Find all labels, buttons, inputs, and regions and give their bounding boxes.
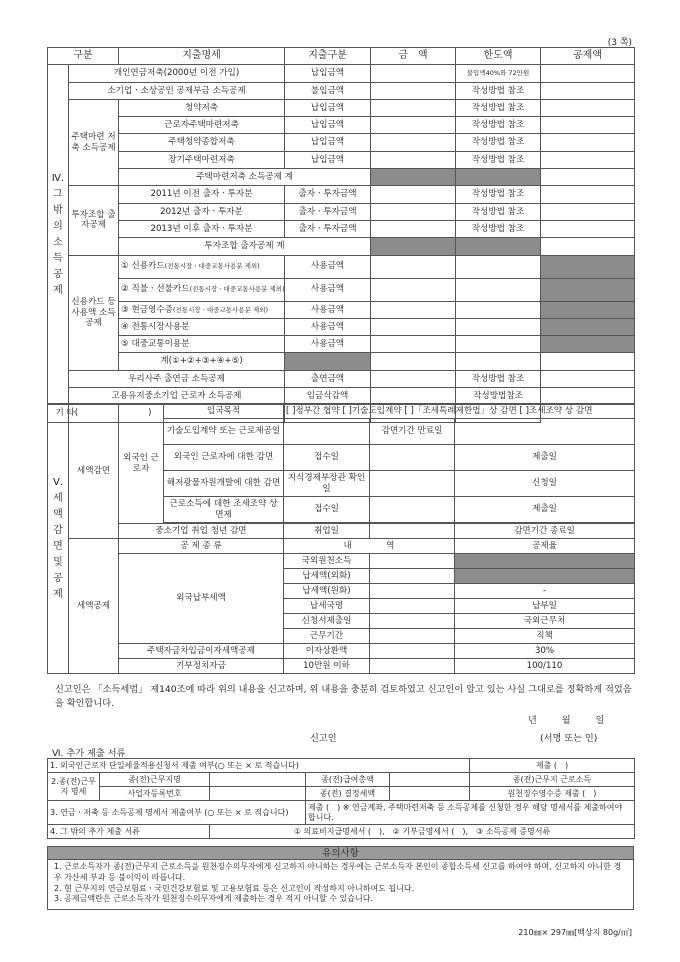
smallbiz-deduction-cell[interactable] — [541, 82, 635, 99]
pension-deduction-cell[interactable] — [541, 65, 635, 82]
overseas-confirm-cell[interactable] — [370, 471, 455, 497]
ft-row-label: 신청서제출일 — [284, 614, 370, 629]
prev-tax-cell[interactable] — [390, 787, 470, 801]
housing-group-label: 주택마련 저축 소득공제 — [69, 99, 119, 185]
shaded-cell — [285, 353, 371, 370]
card-item-label: ① 신용카드(전통시장ㆍ대중교통사용분 제외) — [119, 255, 285, 278]
housing-deduction-cell[interactable] — [541, 99, 635, 116]
submit-date-label: 제출일 — [455, 497, 635, 523]
prev-receipt-submit[interactable]: 원천징수영수증 제출 ( ) — [470, 787, 635, 801]
ft-value-cell[interactable] — [370, 599, 455, 614]
prev-salary-cell[interactable] — [390, 773, 470, 787]
smallbiz-limit: 작성방법 참조 — [456, 82, 541, 99]
invest-deduction-cell[interactable] — [541, 186, 635, 203]
reduction-label: 세액감면 — [69, 404, 119, 539]
shaded-cell — [455, 554, 635, 569]
card-item-label: ⑤ 대중교통이용분 — [119, 336, 285, 353]
prev-tax-label: 종(전) 결정세액 — [306, 787, 390, 801]
tech-expiry-cell[interactable] — [455, 419, 635, 445]
ft-row-label: 근무기간 — [284, 629, 370, 644]
other-deductions-table — [47, 47, 635, 423]
overseas-label: 해저광물자원개발에 대한 감면 — [164, 471, 284, 497]
politics-label: 기부정치자금 — [119, 659, 284, 674]
invest-amount-cell[interactable] — [371, 220, 456, 237]
entry-purpose-options[interactable]: [ ]정부간 협약 [ ]기술도입계약 [ ]「조세특례제한법」상 감면 [ ]조세조약 상 감면 — [284, 404, 635, 419]
shaded-cell — [541, 336, 635, 353]
tech-contract-date-cell[interactable] — [284, 419, 370, 445]
housing-deduction-cell[interactable] — [541, 134, 635, 151]
note-item: 2. 현 근무지의 연금보험료ㆍ국민건강보험료 및 고용보험료 등은 신고인이 작성하지 아니하여도 됩니다. — [54, 883, 415, 893]
signature-note: (서명 또는 인) — [540, 733, 598, 744]
card-item-label: ③ 현금영수증(전통시장ㆍ대중교통사용분 제외) — [119, 301, 285, 318]
esop-amount-cell[interactable] — [371, 370, 456, 387]
overseas-confirm-label: 지식경제부장관 확인일 — [284, 471, 370, 497]
credit-type-header: 공 제 종 류 — [119, 539, 284, 554]
ft-row-label: 국외원천소득 — [284, 554, 370, 569]
housing-amount-cell[interactable] — [371, 99, 456, 116]
header-type: 지출구분 — [285, 48, 371, 65]
ft-row-label: 납세액(외화) — [284, 569, 370, 584]
card-amount-cell[interactable] — [371, 318, 456, 335]
housing-item-limit: 작성방법 참조 — [456, 99, 541, 116]
header-limit: 한도액 — [456, 48, 541, 65]
header-category: 구분 — [48, 48, 119, 65]
employ-type: 임금삭감액 — [285, 388, 371, 405]
biz-reg-label: 사업자등록번호 — [100, 787, 210, 801]
ft-right-label: - — [455, 584, 635, 599]
shaded-cell — [541, 318, 635, 335]
ft-value-cell[interactable] — [370, 584, 455, 599]
housing-deduction-cell[interactable] — [541, 151, 635, 168]
card-amount-cell[interactable] — [371, 255, 456, 278]
politics-type: 10만원 이하 — [284, 659, 370, 674]
ft-value-cell[interactable] — [370, 614, 455, 629]
card-amount-cell[interactable] — [371, 301, 456, 318]
shaded-cell — [541, 278, 635, 301]
loan-value-cell[interactable] — [370, 644, 455, 659]
housing-total-label: 주택마련저축 소득공제 계 — [119, 169, 371, 186]
content-header: 내 역 — [284, 539, 455, 554]
esop-type: 출연금액 — [285, 370, 371, 387]
housing-item-type: 납입금액 — [285, 151, 371, 168]
section-iv-label: Ⅳ. 그 밖 의 소 득 공 제 — [48, 65, 69, 405]
ft-value-cell[interactable] — [370, 554, 455, 569]
notes-box — [47, 860, 634, 910]
housing-total-deduction-cell[interactable] — [541, 169, 635, 186]
card-item-label: ② 직불ㆍ선불카드(전통시장ㆍ대중교통사용분 제외) — [119, 278, 285, 301]
prev-workplace-cell[interactable] — [210, 773, 306, 787]
invest-item-limit: 작성방법 참조 — [456, 186, 541, 203]
housing-item-label: 청약저축 — [119, 99, 285, 116]
invest-amount-cell[interactable] — [371, 203, 456, 220]
invest-total-deduction-cell[interactable] — [541, 238, 635, 255]
invest-deduction-cell[interactable] — [541, 203, 635, 220]
shaded-cell — [541, 301, 635, 318]
ft-row-label: 납세국명 — [284, 599, 370, 614]
vi-row3-label: 3. 연금ㆍ저축 등 소득공제 명세서 제출여부 (○ 또는 × 로 적습니다) — [48, 801, 306, 825]
apply-date-label: 신청일 — [455, 471, 635, 497]
employ-label: 고용유지중소기업 근로자 소득공제 — [69, 388, 285, 405]
loan-label: 주택자금차입금이자세액공제 — [119, 644, 284, 659]
card-item-type: 사용금액 — [285, 278, 371, 301]
receipt-date-cell[interactable] — [370, 445, 455, 471]
entry-purpose-label: 입국목적 — [164, 404, 284, 419]
youth-label: 중소기업 취업 청년 감면 — [119, 524, 284, 539]
ft-value-cell[interactable] — [370, 629, 455, 644]
date-line: 년 월 일 — [528, 715, 607, 726]
card-item-type: 사용금액 — [285, 336, 371, 353]
vi-row4-items[interactable]: ① 의료비지급명세서 ( ), ② 기부금명세서 ( ), ③ 소득공제 증명서류 — [210, 825, 635, 839]
credit-label: 세액공제 — [69, 539, 119, 674]
tech-expiry-label: 감면기간 만료일 — [370, 419, 455, 445]
invest-item-type: 출자ㆍ투자금액 — [285, 186, 371, 203]
receipt-date-label: 접수일 — [284, 445, 370, 471]
housing-amount-cell[interactable] — [371, 151, 456, 168]
invest-item-type: 출자ㆍ투자금액 — [285, 203, 371, 220]
additional-docs-title: Ⅵ. 추가 제출 서류 — [52, 748, 126, 759]
vi-row4-label: 4. 그 밖의 추가 제출 서류 — [48, 825, 210, 839]
header-deduction: 공제액 — [541, 48, 635, 65]
housing-item-label: 근로자주택마련저축 — [119, 117, 285, 134]
invest-group-label: 투자조합 출자공제 — [69, 186, 119, 255]
ft-value-cell[interactable] — [370, 569, 455, 584]
invest-total-amount-cell[interactable] — [371, 238, 456, 255]
page-number: (3 쪽) — [607, 38, 632, 48]
shaded-cell — [456, 238, 541, 255]
card-limit-cell[interactable] — [456, 318, 541, 335]
invest-deduction-cell[interactable] — [541, 220, 635, 237]
section-v-label: Ⅴ. 세 액 감 면 및 공 제 — [48, 404, 69, 674]
vi-row3-submit[interactable]: 제출 ( ) ※ 연금계좌, 주택마련저축 등 소득공제를 신청한 경우 해당 명세서를 제출하여야 합니다. — [306, 801, 635, 825]
shaded-cell — [456, 169, 541, 186]
housing-amount-cell[interactable] — [371, 134, 456, 151]
card-group-label: 신용카드 등 사용액 소득공제 — [69, 255, 119, 370]
header-detail: 지출명세 — [119, 48, 285, 65]
card-amount-cell[interactable] — [371, 278, 456, 301]
header-amount: 금 액 — [371, 48, 456, 65]
receipt-date-label: 접수일 — [284, 497, 370, 523]
pension-type: 납입금액 — [285, 65, 371, 82]
youth-end-label: 감면기간 종료일 — [455, 524, 635, 539]
smallbiz-label: 소기업ㆍ소상공인 공제부금 소득공제 — [69, 82, 285, 99]
note-item: 3. 공제금액란은 근로소득자가 원천징수의무자에게 제출하는 경우 적지 아니할 수 있습니다. — [54, 894, 373, 904]
housing-item-type: 납입금액 — [285, 134, 371, 151]
card-total-deduction-cell[interactable] — [541, 353, 635, 370]
card-item-type: 사용금액 — [285, 255, 371, 278]
vi-row2-label: 2.종(전)근무지 명세 — [48, 773, 100, 801]
loan-rate: 30% — [455, 644, 635, 659]
politics-rate: 100/110 — [455, 659, 635, 674]
additional-docs-table — [47, 758, 635, 839]
housing-item-label: 주택청약종합저축 — [119, 134, 285, 151]
card-item-label: ④ 전통시장사용분 — [119, 318, 285, 335]
tech-contract-label: 기술도입계약 또는 근로제공일 — [164, 419, 284, 445]
invest-amount-cell[interactable] — [371, 186, 456, 203]
vi-row1-label: 1. 외국인근로자 단일세율적용신청서 제출 여부(○ 또는 × 로 적습니다) — [48, 759, 470, 773]
housing-item-limit: 작성방법 참조 — [456, 134, 541, 151]
smallbiz-type: 불입금액 — [285, 82, 371, 99]
ft-right-label: 국외근무처 — [455, 614, 635, 629]
tax-reduction-table — [47, 403, 635, 674]
housing-item-type: 납입금액 — [285, 99, 371, 116]
prev-salary-label: 종(전)급여총액 — [306, 773, 390, 787]
housing-total-amount-cell[interactable] — [371, 169, 456, 186]
pension-amount-cell[interactable] — [371, 65, 456, 82]
notes-title: 유의사항 — [47, 846, 634, 860]
foreign-worker-label: 외국인 근로자 — [119, 404, 164, 524]
card-total-label: 계(①+②+③+④+⑤) — [119, 353, 285, 370]
shaded-cell — [541, 255, 635, 278]
loan-type: 이자상환액 — [284, 644, 370, 659]
employed-date-cell[interactable] — [370, 524, 455, 539]
invest-item-label: 2012년 출자ㆍ투자분 — [119, 203, 285, 220]
ft-right-label: 납부일 — [455, 599, 635, 614]
pension-limit: 불입액40%와 72만원 — [456, 65, 541, 82]
ft-right-label: 직책 — [455, 629, 635, 644]
invest-item-label: 2011년 이전 출자ㆍ투자분 — [119, 186, 285, 203]
card-limit-cell[interactable] — [456, 255, 541, 278]
housing-item-limit: 작성방법 참조 — [456, 117, 541, 134]
employed-date-label: 취업일 — [284, 524, 370, 539]
housing-item-label: 장기주택마련저축 — [119, 151, 285, 168]
paper-size: 210㎜× 297㎜[백상지 80g/㎡] — [518, 928, 632, 937]
esop-limit: 작성방법 참조 — [456, 370, 541, 387]
card-item-type: 사용금액 — [285, 318, 371, 335]
esop-deduction-cell[interactable] — [541, 370, 635, 387]
etc-label: 기 타( ) — [48, 405, 119, 422]
invest-item-type: 출자ㆍ투자금액 — [285, 220, 371, 237]
housing-item-limit: 작성방법 참조 — [456, 151, 541, 168]
card-limit-cell[interactable] — [456, 336, 541, 353]
ft-row-label: 납세액(원화) — [284, 584, 370, 599]
foreign-tax-label: 외국납부세액 — [119, 554, 284, 644]
prev-workplace-label: 종(전)근무지명 — [100, 773, 210, 787]
declaration-text: 신고인은 「소득세법」 제140조에 따라 위의 내용을 신고하며, 위 내용을 충분히 검토하였고 신고인이 알고 있는 사실 그대로를 정확하게 적었음을 확인합니다. — [55, 684, 632, 710]
shaded-cell — [455, 569, 635, 584]
politics-value-cell[interactable] — [370, 659, 455, 674]
invest-item-label: 2013년 이후 출자ㆍ투자분 — [119, 220, 285, 237]
treaty-label: 근로소득에 대한 조세조약 상 면제 — [164, 497, 284, 523]
invest-total-label: 투자조합 출자공제 계 — [119, 238, 371, 255]
smallbiz-amount-cell[interactable] — [371, 82, 456, 99]
invest-item-limit: 작성방법 참조 — [456, 203, 541, 220]
credit-rate-header: 공제율 — [455, 539, 635, 554]
card-total-limit-cell[interactable] — [456, 353, 541, 370]
vi-row1-submit[interactable]: 제출 ( ) — [470, 759, 635, 773]
card-limit-cell[interactable] — [456, 278, 541, 301]
biz-reg-cell[interactable] — [210, 787, 306, 801]
card-amount-cell[interactable] — [371, 336, 456, 353]
housing-deduction-cell[interactable] — [541, 117, 635, 134]
card-total-amount-cell[interactable] — [371, 353, 456, 370]
fw-reduction-label: 외국인 근로자에 대한 감면 — [164, 445, 284, 471]
submit-date-label: 제출일 — [455, 445, 635, 471]
card-limit-cell[interactable] — [456, 301, 541, 318]
card-item-type: 사용금액 — [285, 301, 371, 318]
prev-income-label: 종(전)근무지 근로소득 — [470, 773, 635, 787]
pension-label: 개인연금저축(2000년 이전 가입) — [69, 65, 285, 82]
employ-limit: 작성방법참조 — [456, 388, 541, 405]
treaty-receipt-cell[interactable] — [370, 497, 455, 523]
note-item: 1. 근로소득자가 종(전)근무지 근로소득을 원천징수의무자에게 신고하지 아니하는 경우에는 근로소득자 본인이 종합소득세 신고를 하여야 하며, 신고하지 아니한 경우 가산세 부과 등 불이익이 따릅니다. — [54, 862, 622, 882]
housing-item-type: 납입금액 — [285, 117, 371, 134]
signer-label: 신고인 — [310, 733, 337, 744]
esop-label: 우리사주 출연금 소득공제 — [69, 370, 285, 387]
housing-amount-cell[interactable] — [371, 117, 456, 134]
invest-item-limit: 작성방법 참조 — [456, 220, 541, 237]
